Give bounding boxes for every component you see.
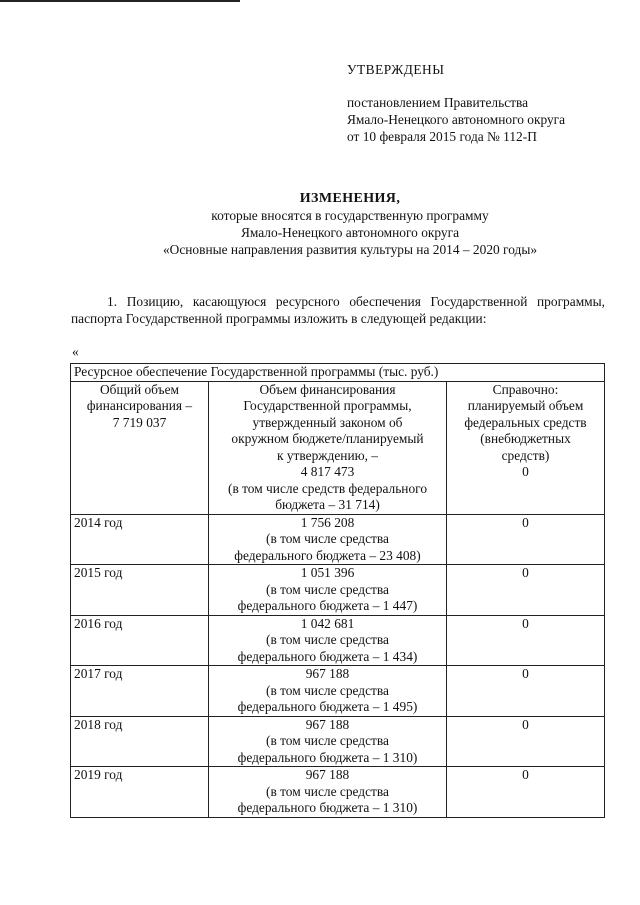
year-cell: 2015 год bbox=[71, 565, 209, 616]
amount-note: (в том числе средства bbox=[266, 682, 389, 698]
total-col1-line: 7 719 037 bbox=[112, 414, 167, 430]
table-row bbox=[71, 565, 605, 616]
year-cell: 2014 год bbox=[71, 514, 209, 565]
table-row bbox=[71, 514, 605, 565]
opening-quote: « bbox=[72, 344, 79, 359]
financing-line: 4 817 473 bbox=[300, 464, 355, 479]
amount-cell bbox=[209, 615, 447, 666]
amount-value: 1 756 208 bbox=[300, 514, 355, 530]
financing-line: (в том числе средств федерального bbox=[227, 480, 428, 496]
amount-note: федерального бюджета – 1 310) bbox=[237, 800, 418, 815]
item-1-text: Позицию, касающуюся ресурсного обеспечения Государственной программы, паспорта Государственной программы изложить в следующей редакции: bbox=[71, 294, 605, 326]
changes-title-block bbox=[60, 190, 640, 258]
amount-note: федерального бюджета – 1 495) bbox=[237, 699, 418, 714]
financing-line: к утверждению, – bbox=[276, 447, 379, 463]
amount-note: федерального бюджета – 1 447) bbox=[237, 598, 418, 613]
reference-line: (внебюджетных bbox=[480, 431, 571, 446]
amount-note: федерального бюджета – 23 408) bbox=[234, 547, 421, 563]
amount-note: (в том числе средства bbox=[266, 632, 389, 647]
table-total-row bbox=[71, 381, 605, 514]
program-financing-cell bbox=[209, 381, 447, 514]
extra-cell: 0 bbox=[447, 615, 605, 666]
financing-line: Объем финансирования bbox=[259, 381, 396, 397]
changes-line-1: которые вносятся в государственную программу bbox=[211, 208, 489, 223]
reference-line: Справочно: bbox=[492, 381, 559, 397]
approval-block bbox=[347, 61, 565, 145]
table-title: Ресурсное обеспечение Государственной программы (тыс. руб.) bbox=[71, 364, 605, 382]
table-row bbox=[71, 666, 605, 717]
approval-line-3: от 10 февраля 2015 года № 112-П bbox=[347, 129, 537, 144]
financing-line: Государственной программы, bbox=[243, 398, 412, 413]
year-cell: 2019 год bbox=[71, 767, 209, 818]
amount-note: (в том числе средства bbox=[266, 783, 389, 799]
reference-line: средств) bbox=[501, 447, 550, 463]
reference-line: федеральных средств bbox=[464, 414, 587, 430]
reference-line: 0 bbox=[522, 464, 529, 479]
amount-note: федерального бюджета – 1 434) bbox=[237, 648, 418, 664]
amount-value: 967 188 bbox=[305, 716, 350, 732]
total-col1-line: Общий объем bbox=[100, 381, 179, 397]
approval-line-2: Ямало-Ненецкого автономного округа bbox=[347, 112, 566, 127]
table-row bbox=[71, 716, 605, 767]
amount-cell bbox=[209, 565, 447, 616]
total-cell bbox=[71, 381, 209, 514]
extra-cell: 0 bbox=[447, 666, 605, 717]
approval-title: УТВЕРЖДЕНЫ bbox=[347, 62, 445, 77]
amount-cell bbox=[209, 514, 447, 565]
amount-note: (в том числе средства bbox=[266, 733, 389, 748]
item-1-number: 1. bbox=[107, 294, 118, 309]
amount-cell bbox=[209, 716, 447, 767]
table-row bbox=[71, 615, 605, 666]
year-cell: 2017 год bbox=[71, 666, 209, 717]
table-title-row bbox=[71, 364, 605, 382]
year-cell: 2016 год bbox=[71, 615, 209, 666]
amount-value: 1 051 396 bbox=[300, 565, 355, 580]
year-cell: 2018 год bbox=[71, 716, 209, 767]
changes-line-2: Ямало-Ненецкого автономного округа bbox=[240, 225, 460, 240]
financing-line: окружном бюджете/планируемый bbox=[231, 431, 424, 446]
financing-line: утвержденный законом об bbox=[252, 414, 403, 430]
item-1-paragraph bbox=[71, 293, 605, 327]
extra-cell: 0 bbox=[447, 514, 605, 565]
amount-value: 1 042 681 bbox=[300, 615, 355, 631]
amount-value: 967 188 bbox=[305, 767, 350, 782]
amount-cell bbox=[209, 767, 447, 818]
table-row bbox=[71, 767, 605, 818]
total-col1-line: финансирования – bbox=[86, 398, 193, 413]
amount-note: (в том числе средства bbox=[266, 531, 389, 546]
extra-cell: 0 bbox=[447, 767, 605, 818]
reference-cell bbox=[447, 381, 605, 514]
reference-line: планируемый объем bbox=[467, 398, 584, 413]
header-rule bbox=[0, 0, 240, 2]
amount-note: федерального бюджета – 1 310) bbox=[237, 749, 418, 765]
extra-cell: 0 bbox=[447, 716, 605, 767]
extra-cell: 0 bbox=[447, 565, 605, 616]
changes-line-3: «Основные направления развития культуры на 2014 – 2020 годы» bbox=[162, 242, 538, 257]
amount-value: 967 188 bbox=[305, 666, 350, 681]
approval-line-1: постановлением Правительства bbox=[347, 95, 529, 110]
changes-heading: ИЗМЕНЕНИЯ, bbox=[299, 191, 401, 206]
financing-line: бюджета – 31 714) bbox=[275, 497, 380, 512]
amount-cell bbox=[209, 666, 447, 717]
resource-table bbox=[70, 363, 605, 818]
amount-note: (в том числе средства bbox=[266, 581, 389, 597]
